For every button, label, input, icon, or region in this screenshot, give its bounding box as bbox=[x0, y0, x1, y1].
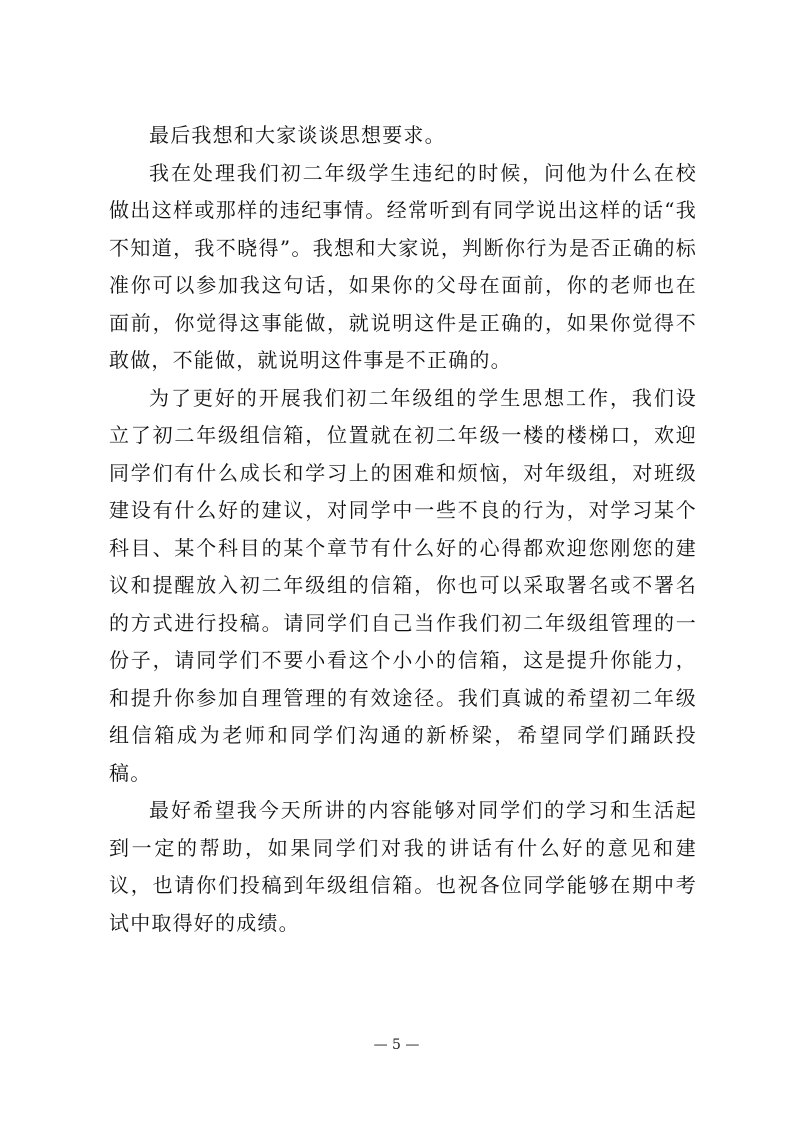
paragraph-thought-requirements: 最后我想和大家谈谈思想要求。 bbox=[149, 123, 446, 147]
paragraph-discipline: 我在处理我们初二年级学生违纪的时候，问他为什么在校做出这样或那样的违纪事情。经常听到有同学说出这样的话“我不知道，我不晓得”。我想和大家说，判断你行为是否正确的标准你可以参加我这句话，如果你的父母在面前，你的老师也在面前，你觉得这事能做，就说明这件是正确的，如果你觉得不敢做，不能做，就说明这件事是不正确的。 bbox=[109, 160, 697, 372]
body-text bbox=[109, 117, 697, 942]
paragraph-mailbox: 为了更好的开展我们初二年级组的学生思想工作，我们设立了初二年级组信箱，位置就在初二年级一楼的楼梯口，欢迎同学们有什么成长和学习上的困难和烦恼，对年级组，对班级建设有什么好的建议，对同学中一些不良的行为，对学习某个科目、某个科目的某个章节有什么好的心得都欢迎您刚您的建议和提醒放入初二年级组的信箱，你也可以采取署名或不署名的方式进行投稿。请同学们自己当作我们初二年级组管理的一份子，请同学们不要小看这个小小的信箱，这是提升你能力，和提升你参加自理管理的有效途径。我们真诚的希望初二年级组信箱成为老师和同学们沟通的新桥梁，希望同学们踊跃投稿。 bbox=[109, 385, 697, 785]
page-number: — 5 — bbox=[373, 1037, 420, 1053]
paragraph-closing: 最好希望我今天所讲的内容能够对同学们的学习和生活起到一定的帮助，如果同学们对我的讲话有什么好的意见和建议，也请你们投稿到年级组信箱。也祝各位同学能够在期中考试中取得好的成绩。 bbox=[109, 798, 697, 935]
